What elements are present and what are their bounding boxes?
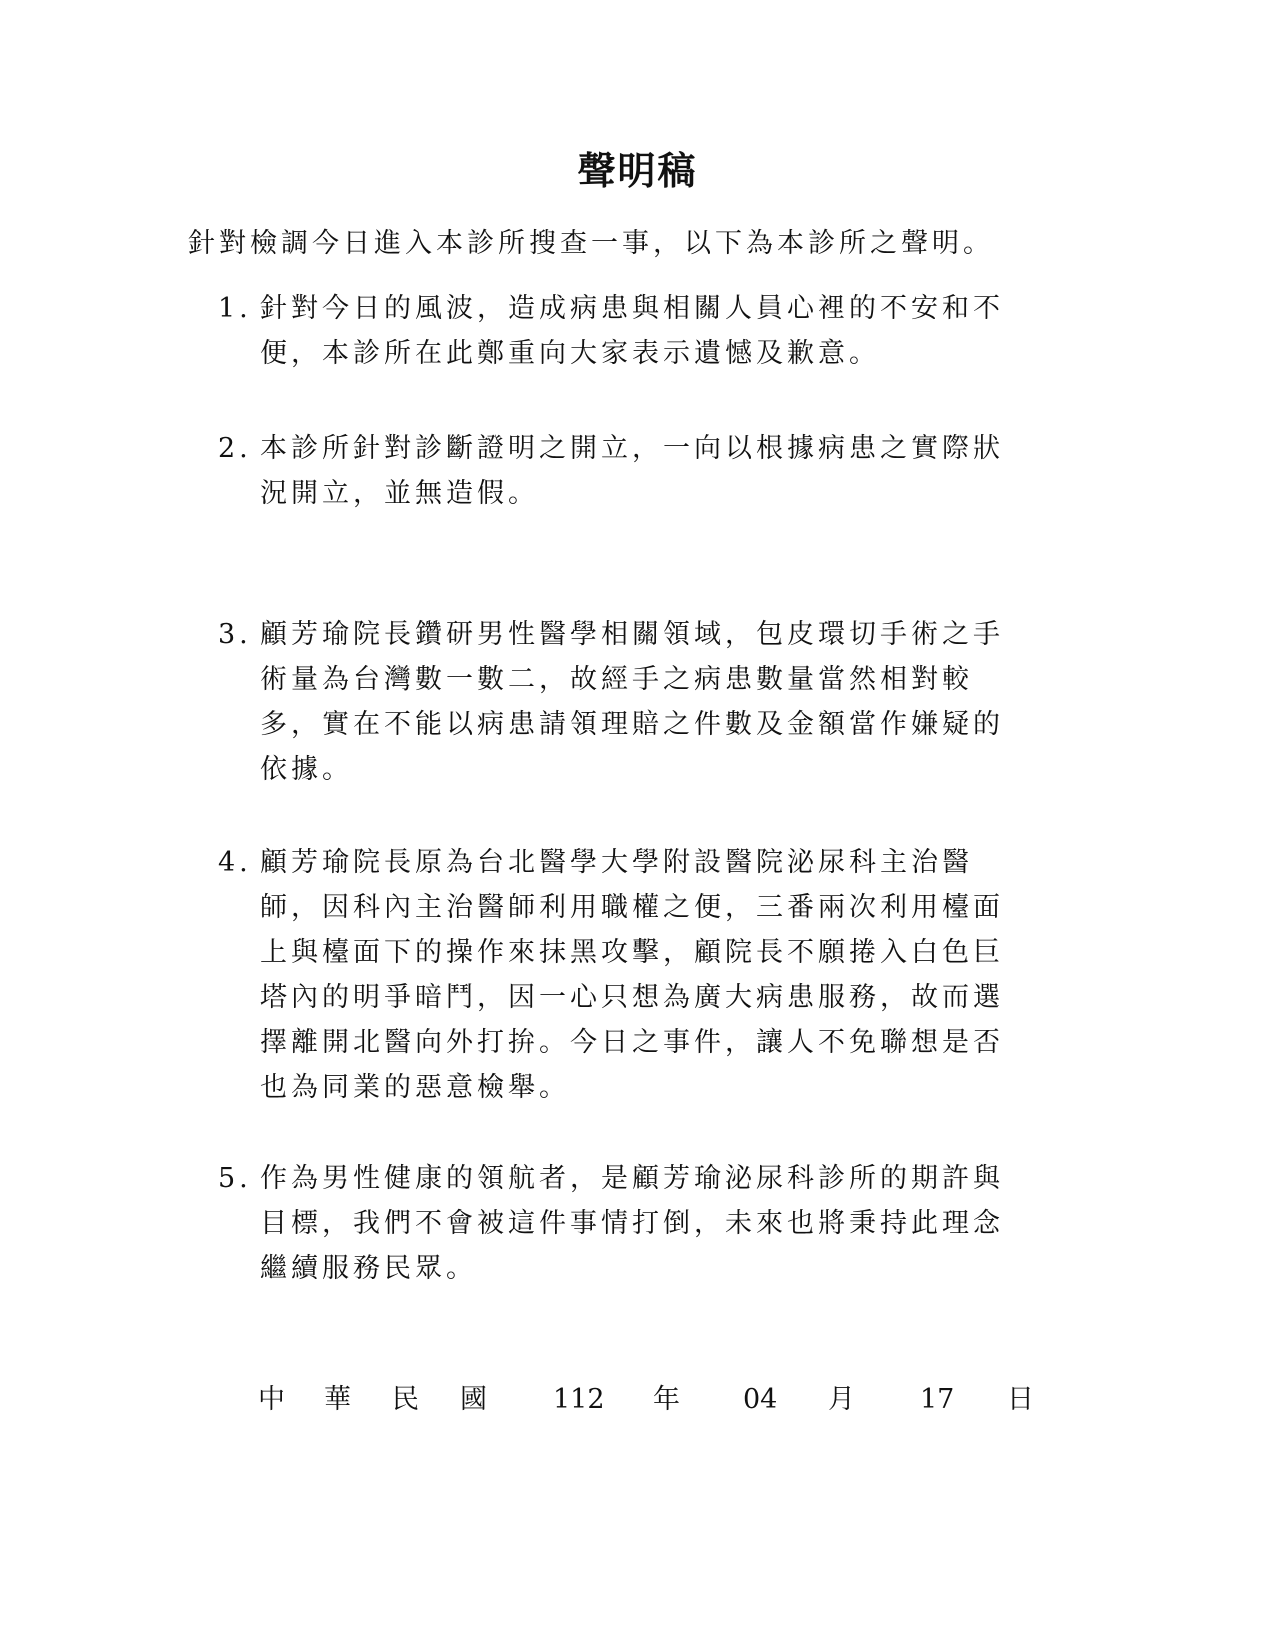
date-month-unit: 月 xyxy=(828,1384,855,1415)
item-line: 塔內的明爭暗鬥，因一心只想為廣大病患服務，故而選 xyxy=(260,982,1004,1013)
date-line xyxy=(0,1378,1275,1422)
item-line: 顧芳瑜院長原為台北醫學大學附設醫院泌尿科主治醫 xyxy=(260,847,973,878)
date-day: 17 xyxy=(920,1384,955,1415)
item-line: 目標，我們不會被這件事情打倒，未來也將秉持此理念 xyxy=(260,1208,1004,1239)
item-line: 也為同業的惡意檢舉。 xyxy=(260,1072,570,1103)
item-line: 擇離開北醫向外打拚。今日之事件，讓人不免聯想是否 xyxy=(260,1027,1004,1058)
item-line: 便，本診所在此鄭重向大家表示遺憾及歉意。 xyxy=(260,338,880,369)
item-number: 3. xyxy=(218,619,252,650)
date-month: 04 xyxy=(743,1384,778,1415)
item-line: 繼續服務民眾。 xyxy=(260,1253,477,1284)
item-number: 1. xyxy=(218,293,252,324)
item-line: 針對今日的風波，造成病患與相關人員心裡的不安和不 xyxy=(260,293,1004,324)
item-line: 況開立，並無造假。 xyxy=(260,478,539,509)
item-line: 依據。 xyxy=(260,754,353,785)
date-char-min: 民 xyxy=(392,1384,419,1415)
date-char-zhong: 中 xyxy=(258,1384,285,1415)
item-line: 顧芳瑜院長鑽研男性醫學相關領域，包皮環切手術之手 xyxy=(260,619,1004,650)
date-year: 112 xyxy=(553,1384,605,1415)
date-year-unit: 年 xyxy=(653,1384,680,1415)
statement-item-5 xyxy=(218,1156,1078,1291)
item-number: 5. xyxy=(218,1163,252,1194)
item-line: 作為男性健康的領航者，是顧芳瑜泌尿科診所的期許與 xyxy=(260,1163,1004,1194)
statement-item-2 xyxy=(218,426,1078,516)
intro-paragraph: 針對檢調今日進入本診所搜查一事，以下為本診所之聲明。 xyxy=(188,228,994,259)
item-number: 4. xyxy=(218,847,252,878)
date-char-guo: 國 xyxy=(460,1384,487,1415)
item-line: 本診所針對診斷證明之開立，一向以根據病患之實際狀 xyxy=(260,433,1004,464)
item-line: 上與檯面下的操作來抹黑攻擊，顧院長不願捲入白色巨 xyxy=(260,937,1004,968)
document-title: 聲明稿 xyxy=(577,148,698,193)
date-day-unit: 日 xyxy=(1007,1384,1034,1415)
item-number: 2. xyxy=(218,433,252,464)
item-line: 術量為台灣數一數二，故經手之病患數量當然相對較 xyxy=(260,664,973,695)
statement-item-1 xyxy=(218,286,1078,376)
statement-item-4 xyxy=(218,840,1078,1110)
item-line: 師，因科內主治醫師利用職權之便，三番兩次利用檯面 xyxy=(260,892,1004,923)
date-char-hua: 華 xyxy=(324,1384,351,1415)
item-line: 多，實在不能以病患請領理賠之件數及金額當作嫌疑的 xyxy=(260,709,1004,740)
statement-item-3 xyxy=(218,612,1078,792)
